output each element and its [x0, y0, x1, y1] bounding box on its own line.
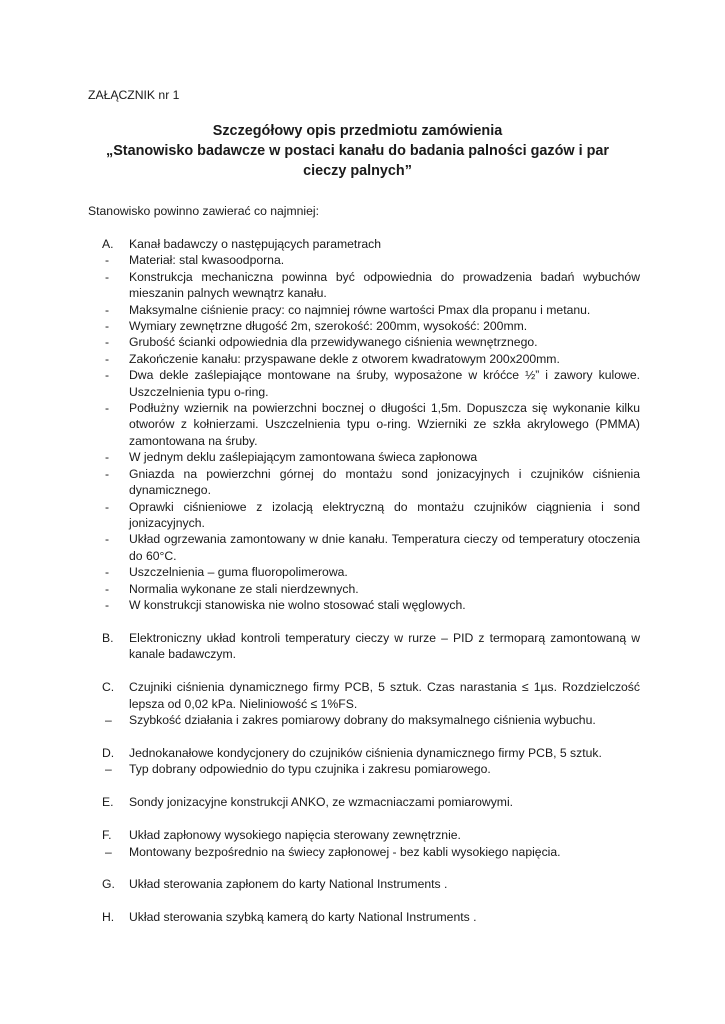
list-item [88, 597, 640, 613]
list-marker: - [105, 532, 110, 547]
list-item-text: Uszczelnienia – guma fluoropolimerowa. [129, 565, 348, 580]
list-item [88, 351, 640, 367]
list-item-text: Oprawki ciśnieniowe z izolacją elektryczną do montażu czujników ciągnienia i sond jonizacyjnych. [129, 499, 640, 530]
list-marker: - [105, 401, 110, 416]
list-marker: B. [102, 630, 114, 645]
list-marker: - [105, 565, 110, 580]
list-marker: - [105, 450, 110, 465]
list-item-text: Maksymalne ciśnienie pracy: co najmniej równe wartości Pmax dla propanu i metanu. [129, 302, 591, 317]
list-item-text: Zakończenie kanału: przyspawane dekle z otworem kwadratowym 200x200mm. [129, 351, 560, 366]
list-item-text: Układ ogrzewania zamontowany w dnie kanału. Temperatura cieczy od temperatury otoczenia do 60°C. [129, 532, 640, 563]
list-marker: - [105, 368, 110, 383]
list-marker: - [105, 351, 110, 366]
list-marker: C. [102, 680, 115, 695]
section-item [88, 794, 640, 810]
list-item-text: Gniazda na powierzchni górnej do montażu sond jonizacyjnych i czujników ciśnienia dynamicznego. [129, 466, 640, 498]
requirements-list [88, 236, 640, 926]
list-marker: E. [102, 795, 114, 810]
list-item [88, 564, 640, 580]
section-item [88, 876, 640, 892]
list-marker: - [105, 269, 110, 284]
list-marker: - [105, 253, 110, 268]
list-item-text: Szybkość działania i zakres pomiarowy dobrany do maksymalnego ciśnienia wybuchu. [129, 712, 596, 727]
list-item-text: Wymiary zewnętrzne długość 2m, szerokość: 200mm, wysokość: 200mm. [129, 319, 528, 334]
list-item [88, 581, 640, 597]
list-item-text: Układ sterowania zapłonem do karty National Instruments . [129, 877, 448, 892]
list-marker: D. [102, 745, 115, 760]
list-marker: A. [102, 237, 114, 251]
list-item [88, 499, 640, 532]
list-marker: - [105, 499, 110, 514]
list-item-text: Podłużny wziernik na powierzchni bocznej o długości 1,5m. Dopuszcza się wykonanie kilku otworów z kołnierzami. Uszczelnienia typu o-ring. Wzierniki ze szkła akrylowego (PMMA) zamontowana na śruby. [129, 401, 640, 448]
list-item [88, 449, 640, 465]
list-item-text: Sondy jonizacyjne konstrukcji ANKO, ze wzmacniaczami pomiarowymi. [129, 795, 514, 810]
list-item-text: Jednokanałowe kondycjonery do czujników ciśnienia dynamicznego firmy PCB, 5 sztuk. [129, 745, 602, 760]
list-marker: – [105, 844, 112, 859]
list-item [88, 531, 640, 564]
section-item [88, 827, 640, 843]
title-line-2: „Stanowisko badawcze w postaci kanału do badania palności gazów i par [106, 143, 609, 159]
section-item [88, 745, 640, 761]
list-item-text: Typ dobrany odpowiednio do typu czujnika i zakresu pomiarowego. [129, 762, 491, 777]
list-marker: - [105, 319, 110, 334]
section-item [88, 630, 640, 663]
list-marker: – [105, 762, 112, 777]
list-item-text: W konstrukcji stanowiska nie wolno stosować stali węglowych. [129, 597, 466, 612]
list-item [88, 466, 640, 499]
title-line-3: cieczy palnych” [303, 163, 412, 179]
list-item [88, 367, 640, 400]
intro-text: Stanowisko powinno zawierać co najmniej: [88, 204, 320, 218]
list-item-text: Kanał badawczy o następujących parametrach [129, 237, 382, 251]
list-marker: H. [102, 910, 115, 925]
list-item [88, 400, 640, 449]
list-marker: - [105, 335, 110, 350]
list-item [88, 761, 640, 777]
list-marker: - [105, 466, 110, 481]
list-marker: - [105, 581, 110, 596]
list-item-text: Układ sterowania szybką kamerą do karty National Instruments . [129, 910, 477, 925]
list-item-text: Normalia wykonane ze stali nierdzewnych. [129, 581, 359, 596]
annex-label: ZAŁĄCZNIK nr 1 [88, 88, 180, 102]
list-item [88, 269, 640, 302]
list-item-text: Grubość ścianki odpowiednia dla przewidywanego ciśnienia wewnętrznego. [129, 335, 538, 350]
list-marker: - [105, 597, 110, 612]
list-marker: - [105, 302, 110, 317]
list-item [88, 318, 640, 334]
section-item [88, 909, 640, 925]
list-item-text: Montowany bezpośrednio na świecy zapłonowej - bez kabli wysokiego napięcia. [129, 844, 561, 859]
list-item [88, 712, 640, 728]
list-item-text: Czujniki ciśnienia dynamicznego firmy PCB, 5 sztuk. Czas narastania ≤ 1µs. Rozdzielczość lepsza od 0,02 kPa. Nieliniowość ≤ 1%FS. [129, 680, 640, 711]
list-item-text: Konstrukcja mechaniczna powinna być odpowiednia do prowadzenia badań wybuchów mieszanin palnych wewnątrz kanału. [129, 269, 640, 301]
list-item [88, 844, 640, 860]
list-marker: G. [102, 877, 115, 892]
list-item [88, 334, 640, 350]
list-item [88, 302, 640, 318]
section-item [88, 236, 640, 252]
list-item-text: W jednym deklu zaślepiającym zamontowana świeca zapłonowa [129, 450, 478, 465]
list-item-text: Dwa dekle zaślepiające montowane na śruby, wyposażone w króćce ½” i zawory kulowe. Uszczelnienia typu o-ring. [129, 368, 640, 399]
list-marker: – [105, 712, 112, 727]
list-item-text: Materiał: stal kwasoodporna. [129, 253, 285, 268]
list-marker: F. [102, 828, 112, 843]
section-item [88, 679, 640, 712]
document-title [80, 121, 635, 181]
title-line-1: Szczegółowy opis przedmiotu zamówienia [212, 123, 503, 139]
list-item-text: Układ zapłonowy wysokiego napięcia sterowany zewnętrznie. [129, 828, 461, 843]
list-item-text: Elektroniczny układ kontroli temperatury cieczy w rurze – PID z termoparą zamontowaną w kanale badawczym. [129, 630, 640, 662]
list-item [88, 252, 640, 268]
